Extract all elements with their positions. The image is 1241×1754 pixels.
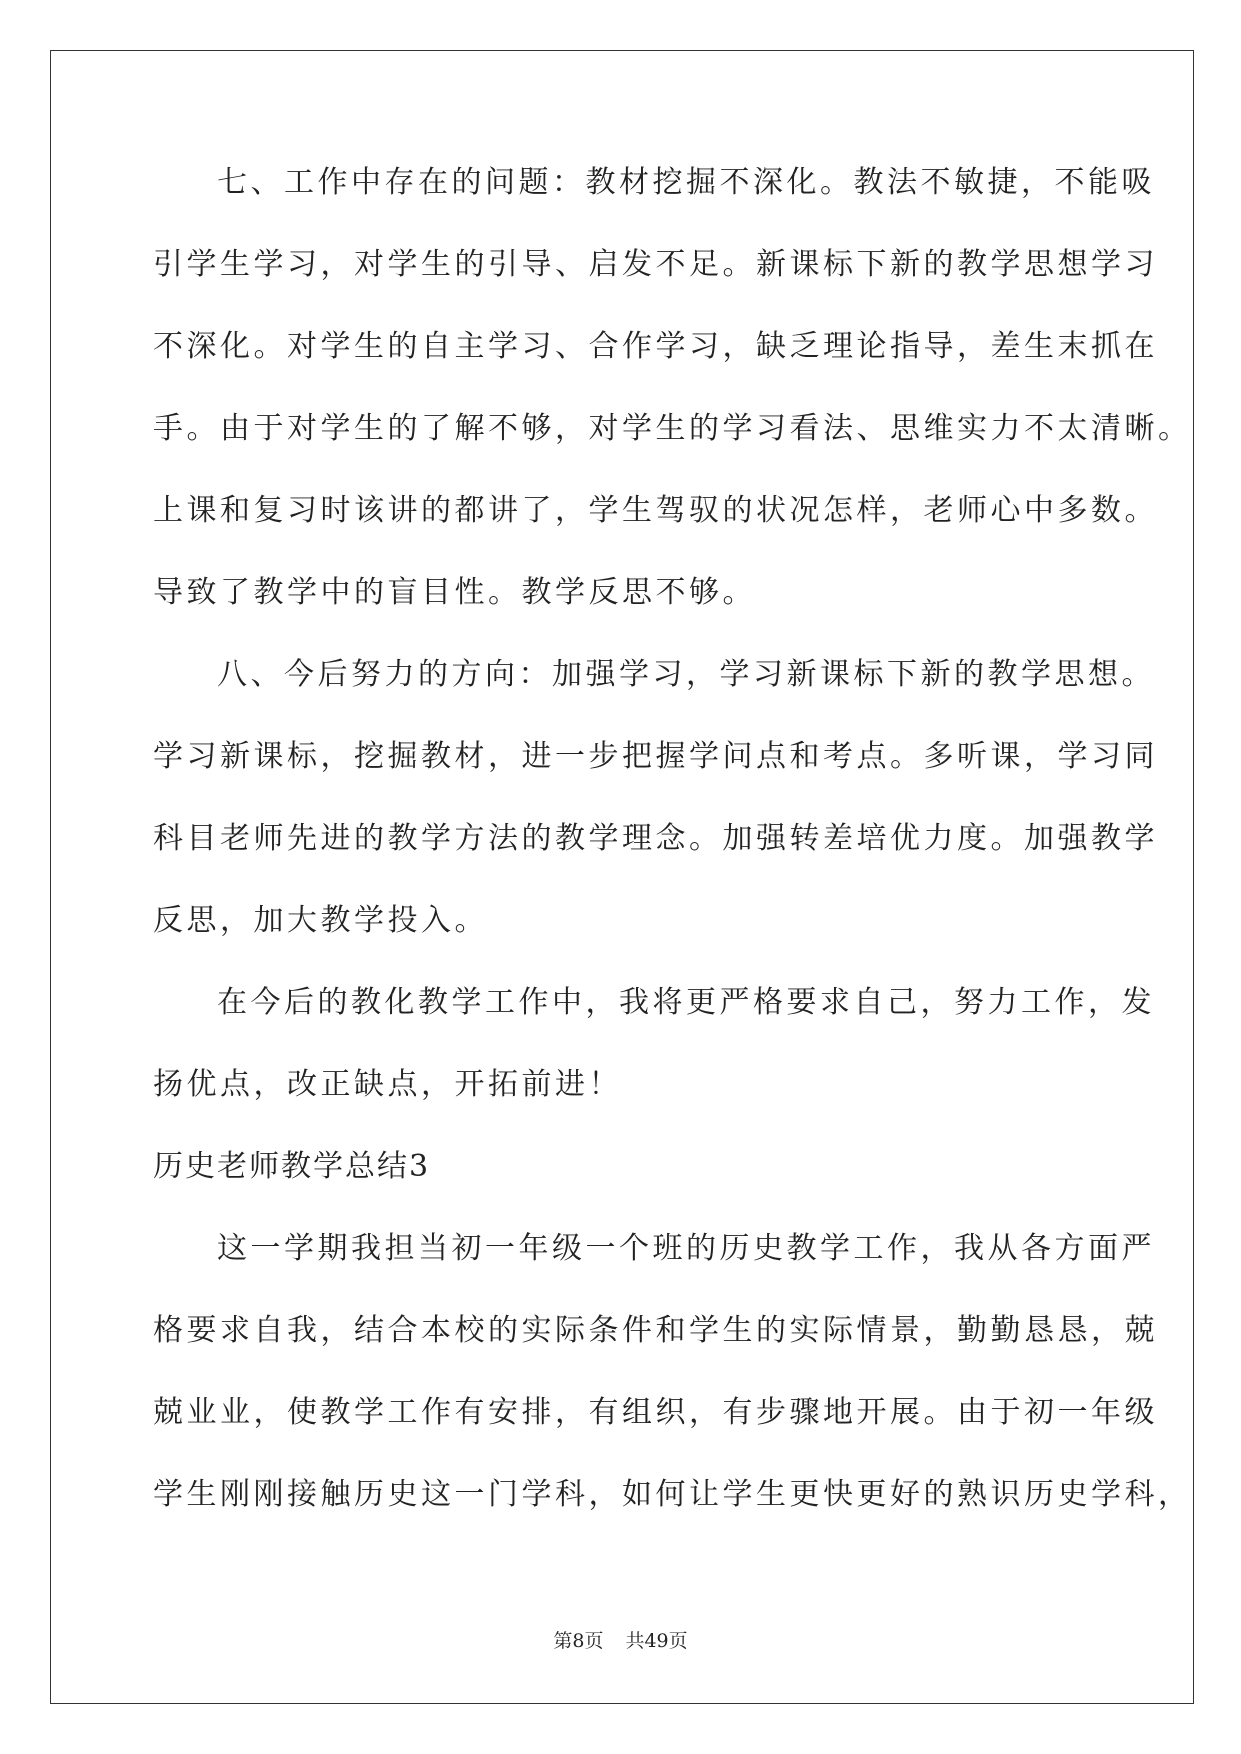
paragraph-line: 这一学期我担当初一年级一个班的历史教学工作，我从各方面严 <box>217 1231 1155 1266</box>
page-number: 第8页 <box>553 1630 604 1652</box>
paragraph-line: 兢业业，使教学工作有安排，有组织，有步骤地开展。由于初一年级 <box>153 1395 1158 1430</box>
page-footer <box>0 1626 1241 1653</box>
paragraph-line: 不深化。对学生的自主学习、合作学习，缺乏理论指导，差生末抓在 <box>153 329 1158 364</box>
paragraph-line: 手。由于对学生的了解不够，对学生的学习看法、思维实力不太清晰。 <box>153 411 1192 446</box>
paragraph-line: 导致了教学中的盲目性。教学反思不够。 <box>153 575 756 610</box>
paragraph-line: 引学生学习，对学生的引导、启发不足。新课标下新的教学思想学习 <box>153 247 1158 282</box>
paragraph-line: 在今后的教化教学工作中，我将更严格要求自己，努力工作，发 <box>217 985 1155 1020</box>
document-body <box>153 160 1192 1554</box>
page-total: 共49页 <box>625 1630 688 1652</box>
paragraph-line: 八、今后努力的方向：加强学习，学习新课标下新的教学思想。 <box>217 657 1155 692</box>
paragraph-line: 格要求自我，结合本校的实际条件和学生的实际情景，勤勤恳恳，兢 <box>153 1313 1158 1348</box>
section-title: 历史老师教学总结3 <box>153 1149 431 1184</box>
paragraph-line: 学生刚刚接触历史这一门学科，如何让学生更快更好的熟识历史学科， <box>153 1477 1192 1512</box>
paragraph-line: 科目老师先进的教学方法的教学理念。加强转差培优力度。加强教学 <box>153 821 1158 856</box>
paragraph-line: 反思，加大教学投入。 <box>153 903 488 938</box>
paragraph-line: 七、工作中存在的问题：教材挖掘不深化。教法不敏捷，不能吸 <box>217 165 1155 200</box>
paragraph-line: 上课和复习时该讲的都讲了，学生驾驭的状况怎样，老师心中多数。 <box>153 493 1158 528</box>
paragraph-line: 扬优点，改正缺点，开拓前进！ <box>153 1067 622 1102</box>
paragraph-line: 学习新课标，挖掘教材，进一步把握学问点和考点。多听课，学习同 <box>153 739 1158 774</box>
